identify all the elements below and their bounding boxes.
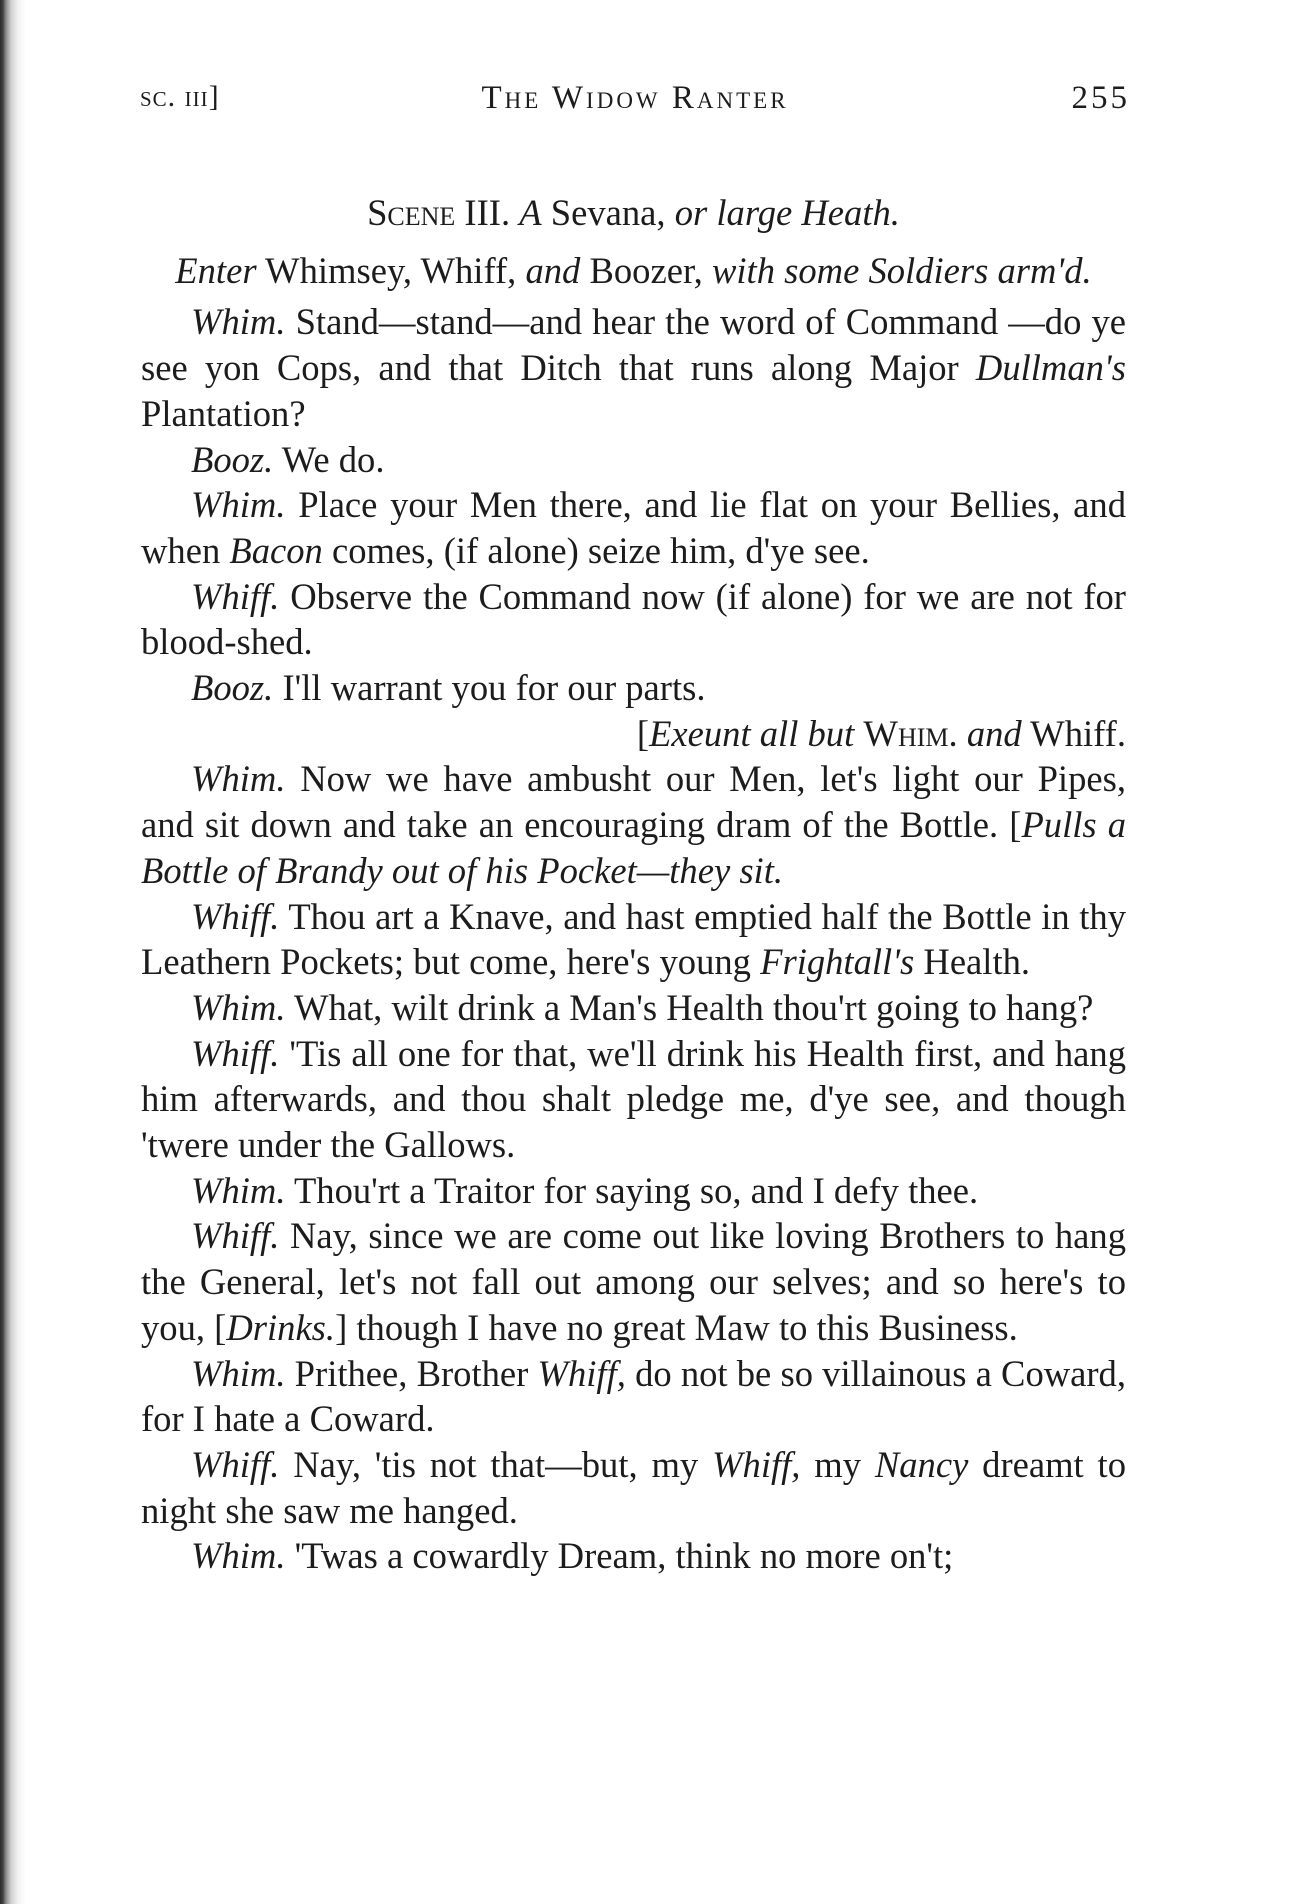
running-header [140,80,1130,130]
speaker: Booz. [191,667,274,709]
speaker: Whim. [191,986,286,1028]
running-title: The Widow Ranter [481,80,789,116]
speech-tail: ] though I have no great Maw to this Business. [335,1306,1018,1348]
exit-direction [141,711,1126,757]
speaker: Whim. [191,1169,286,1211]
speech [141,1031,1126,1168]
speech [141,437,1126,483]
speaker: Whim. [191,1535,286,1577]
scene-heading [141,190,1126,236]
speech [141,1168,1126,1214]
scene-description: or large Heath. [674,192,900,233]
speech-tail: do not be so villainous a Coward, for I hate a Coward. [141,1352,1126,1440]
speech [141,299,1126,436]
speaker: Whim. [191,758,286,800]
speaker: Whiff. [191,1443,280,1485]
speech [141,574,1126,665]
speech [141,482,1126,573]
speech-text: What, wilt drink a Man's Health thou'rt going to hang? [293,986,1094,1028]
speech-text: Nay, 'tis not that—but, my [293,1443,713,1485]
speaker: Booz. [191,438,274,480]
enter-word: Enter [175,249,257,291]
entrance-and: and [525,249,581,291]
speaker: Whim. [191,301,286,343]
speech-tail: Plantation? [141,392,306,434]
speaker: Whim. [191,484,286,526]
speech-text: Place your Men there, and lie flat on your Bellies, and when [141,484,1126,571]
entrance-names: Whimsey, Whiff, [265,249,517,291]
speech-text: Thou'rt a Traitor for saying so, and I defy thee. [293,1169,979,1211]
speech-text: We do. [281,438,385,480]
speech [141,1533,1126,1579]
speech-tail: comes, (if alone) seize him, d'ye see. [322,529,870,571]
speech-text: Nay, since we are come out like loving Brothers to hang the General, let's not fall out among our selves; and so here's to you, [ [141,1215,1126,1348]
speech-italic: Whiff, [712,1443,801,1485]
speech-text: Observe the Command now (if alone) for we are not for blood-shed. [141,575,1126,663]
binding-shadow [0,0,26,1904]
speech-tail-2: dreamt to night she saw me hanged. [141,1443,1126,1531]
speech-text: 'Twas a cowardly Dream, think no more on't; [294,1535,954,1577]
speech-text: Prithee, Brother [294,1352,538,1394]
exit-whiff: Whiff. [1030,712,1126,754]
speech-tail: Health. [914,941,1031,983]
speech-text: I'll warrant you for our parts. [282,667,706,709]
exit-bracket: [ [636,712,650,754]
page-number: 255 [1071,80,1130,116]
speech [141,985,1126,1031]
speech-text: Now we have ambusht our Men, let's light our Pipes, and sit down and take an encouraging dram of the Bottle. [ [141,758,1126,846]
speech [141,1442,1126,1533]
speech-tail: my [800,1443,875,1485]
speech-italic: Dullman's [975,347,1126,389]
page-body [141,190,1126,1579]
speaker: Whiff. [191,1215,280,1257]
speaker: Whiff. [191,895,280,937]
speech-text: 'Tis all one for that, we'll drink his Health first, and hang him afterwards, and thou shalt pledge me, d'ye see, and though 'twere under the Gallows. [141,1032,1126,1166]
speaker: Whim. [191,1352,286,1394]
speech [141,1351,1126,1442]
speech-italic: Pulls a Bottle of Brandy out of his Pocket—they sit. [141,804,1126,891]
entrance-boozer: Boozer, [589,249,703,291]
speech [141,1213,1126,1350]
speech [141,665,1126,711]
speech-text: Thou art a Knave, and hast emptied half the Bottle in thy Leathern Pockets; but come, here's young [141,895,1126,983]
speech-text: Stand—stand—and hear the word of Command —do ye see yon Cops, and that Ditch that runs along Major [141,301,1126,389]
scene-label: Scene III. [367,192,511,233]
speech-italic-2: Nancy [874,1443,969,1485]
exit-words: Exeunt all but [649,712,855,754]
speech-italic: Frightall's [760,941,915,983]
exit-and: and [966,712,1022,754]
speech [141,894,1126,985]
speech-italic: Whiff, [537,1352,626,1394]
speech [141,756,1126,893]
exit-whim: Whim. [863,712,958,754]
speech-italic: Bacon [229,529,323,571]
scene-place: Sevana, [550,192,666,233]
speaker: Whiff. [191,1032,280,1074]
speaker: Whiff. [191,575,280,617]
entrance-soldiers: with some Soldiers arm'd. [711,249,1092,291]
speech-italic: Drinks. [226,1306,336,1348]
scene-article: A [519,192,542,233]
section-marker: sc. iii] [140,80,220,113]
entrance-direction [141,248,1126,294]
